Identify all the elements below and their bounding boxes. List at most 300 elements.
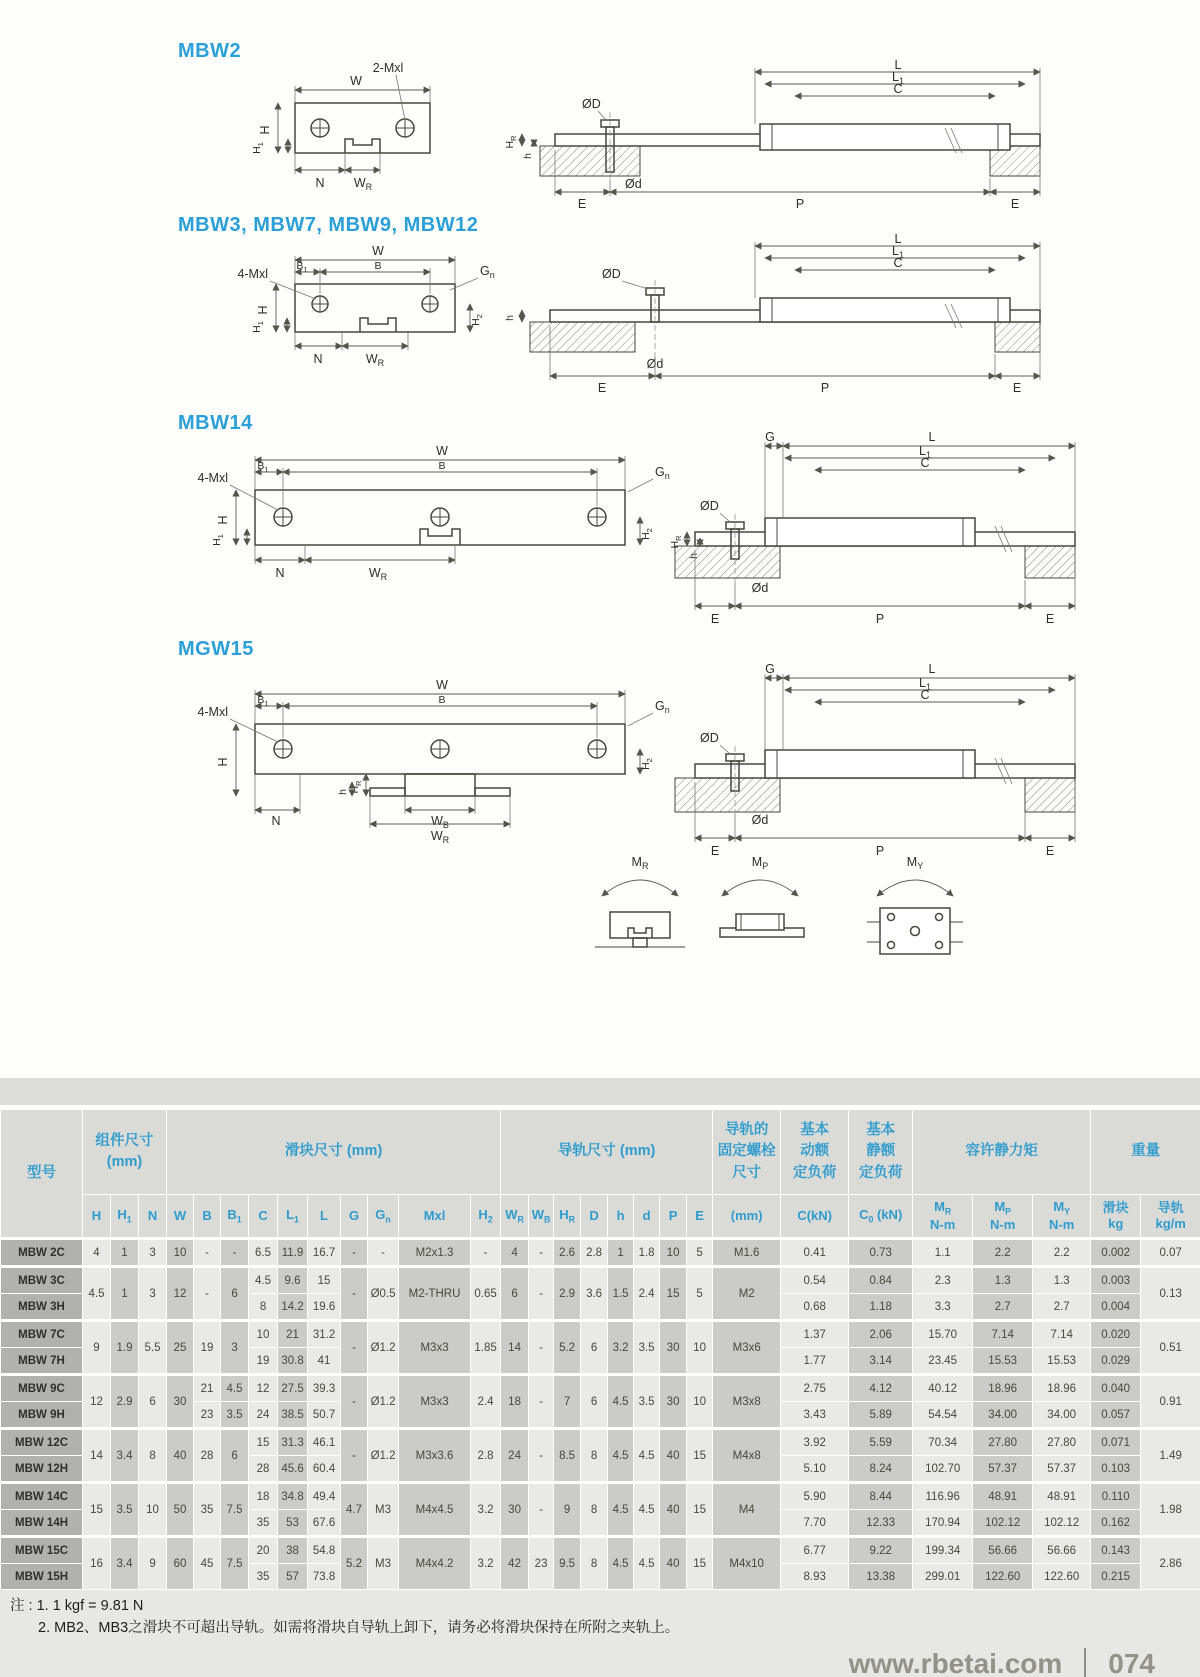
cell-Ck: 3.43	[781, 1402, 849, 1429]
cell-MR: 3.3	[913, 1294, 973, 1321]
dim-label-c: C	[920, 688, 930, 702]
cell-E: 10	[687, 1375, 713, 1429]
cell-L1: 38	[278, 1537, 308, 1564]
dim-label-n: N	[315, 176, 325, 190]
dim-label-c: C	[893, 82, 903, 96]
cell-mkg: 0.020	[1091, 1321, 1141, 1348]
cell-L1: 45.6	[278, 1456, 308, 1483]
cell-mkg: 0.004	[1091, 1294, 1141, 1321]
cell-WR: 30	[501, 1483, 529, 1537]
cell-MP: 122.60	[973, 1564, 1033, 1590]
cell-MP: 18.96	[973, 1375, 1033, 1402]
cell-mkg: 0.110	[1091, 1483, 1141, 1510]
cell-C: 35	[249, 1564, 278, 1590]
table-row	[1, 1429, 1200, 1456]
spec-table-body	[1, 1239, 1200, 1590]
note-prefix: 注 :	[10, 1598, 33, 1614]
cell-WR: 14	[501, 1321, 529, 1375]
dim-label-mxl: 4-Mxl	[197, 471, 228, 485]
cell-C0k: 8.24	[849, 1456, 913, 1483]
cell-H: 4	[83, 1239, 111, 1267]
col-header: $W_B$	[529, 1195, 554, 1239]
mbw14-side-view	[669, 430, 1075, 626]
dim-label-od-cap: ØD	[700, 499, 719, 513]
cell-H: 9	[83, 1321, 111, 1375]
cell-H: 15	[83, 1483, 111, 1537]
col-header: 导轨 kg/m	[1141, 1195, 1200, 1239]
cell-H: 4.5	[83, 1267, 111, 1321]
cell-L1: 11.9	[278, 1239, 308, 1267]
cell-B1: 3.5	[221, 1402, 249, 1429]
footer-page-number: 074	[1108, 1648, 1155, 1677]
col-header: Mxl	[399, 1195, 471, 1239]
cell-P: 30	[660, 1321, 687, 1375]
cell-E: 5	[687, 1239, 713, 1267]
cell-P: 40	[660, 1429, 687, 1483]
moment-mp-label: $M_P$	[751, 855, 769, 871]
col-header: $H_R$	[554, 1195, 581, 1239]
cell-B: 23	[194, 1402, 221, 1429]
cell-E: 15	[687, 1483, 713, 1537]
dim-label-h: H	[258, 125, 272, 135]
cell-D: 8	[581, 1429, 608, 1483]
cell-D: 8	[581, 1537, 608, 1590]
col-header: $C_0$ (kN)	[849, 1195, 913, 1239]
note-line-2: 2. MB2、MB3之滑块不可超出导轨。如需将滑块自导轨上卸下，请务必将滑块保持在所附之夹轨上。	[38, 1620, 680, 1637]
col-header: N	[139, 1195, 167, 1239]
cell-MR: 70.34	[913, 1429, 973, 1456]
mbw3-front-view	[237, 244, 494, 368]
cell-C0k: 9.22	[849, 1537, 913, 1564]
model-cell: MBW 12H	[1, 1456, 83, 1483]
moment-mp-diagram	[720, 855, 804, 937]
cell-Mxl: M2x1.3	[399, 1239, 471, 1267]
cell-mkg: 0.071	[1091, 1429, 1141, 1456]
dim-label-h2: $H_2$	[640, 528, 654, 540]
cell-mkg: 0.040	[1091, 1375, 1141, 1402]
cell-C0k: 2.06	[849, 1321, 913, 1348]
cell-H2: 0.65	[471, 1267, 501, 1321]
cell-W: 50	[167, 1483, 194, 1537]
dim-label-h: H	[256, 305, 270, 315]
cell-MY: 2.2	[1033, 1239, 1091, 1267]
cell-h: 4.5	[608, 1429, 634, 1483]
cell-MP: 57.37	[973, 1456, 1033, 1483]
dim-label-h: H	[216, 757, 230, 767]
dim-label-l: L	[894, 232, 902, 246]
dim-label-h-rail: h	[522, 153, 534, 159]
cell-L: 54.8	[308, 1537, 341, 1564]
dim-label-e-left: E	[577, 197, 587, 211]
cell-MR: 116.96	[913, 1483, 973, 1510]
dim-label-e-right: E	[1045, 844, 1055, 856]
cell-E: 15	[687, 1537, 713, 1590]
dim-label-gn: $G_n$	[655, 699, 670, 715]
cell-C: 24	[249, 1402, 278, 1429]
cell-P: 10	[660, 1239, 687, 1267]
cell-Ck: 1.37	[781, 1321, 849, 1348]
mbw3-side-view	[504, 232, 1040, 395]
model-cell: MBW 7C	[1, 1321, 83, 1348]
dim-label-b: B	[374, 260, 382, 272]
sub-header-row	[1, 1195, 1200, 1239]
dim-label-e-right: E	[1045, 612, 1055, 626]
cell-MY: 18.96	[1033, 1375, 1091, 1402]
cell-mkg: 0.162	[1091, 1510, 1141, 1537]
cell-d: 3.5	[634, 1375, 660, 1429]
cell-H1: 3.4	[111, 1537, 139, 1590]
cell-Gn: -	[368, 1239, 399, 1267]
cell-Ck: 1.77	[781, 1348, 849, 1375]
dim-label-c: C	[920, 456, 930, 470]
cell-WR: 42	[501, 1537, 529, 1590]
cell-WB: -	[529, 1321, 554, 1375]
dim-label-mxl: 4-Mxl	[197, 705, 228, 719]
mbw14-front-view	[197, 444, 669, 582]
col-group-rail: 导轨尺寸 (mm)	[501, 1110, 713, 1195]
cell-P: 15	[660, 1267, 687, 1321]
cell-WB: -	[529, 1483, 554, 1537]
cell-L: 31.2	[308, 1321, 341, 1348]
cell-MY: 57.37	[1033, 1456, 1091, 1483]
cell-MY: 2.7	[1033, 1294, 1091, 1321]
cell-rkg: 0.13	[1141, 1267, 1200, 1321]
drawing-title-mbw3-group: MBW3, MBW7, MBW9, MBW12	[178, 214, 479, 236]
cell-bolt: M1.6	[713, 1239, 781, 1267]
cell-d: 4.5	[634, 1429, 660, 1483]
cell-WB: -	[529, 1267, 554, 1321]
cell-L1: 30.8	[278, 1348, 308, 1375]
cell-L1: 31.3	[278, 1429, 308, 1456]
cell-W: 12	[167, 1267, 194, 1321]
dim-label-wr: $W_R$	[365, 352, 385, 368]
col-header: W	[167, 1195, 194, 1239]
cell-MR: 54.54	[913, 1402, 973, 1429]
dim-label-l: L	[894, 58, 902, 72]
col-header: $H_2$	[471, 1195, 501, 1239]
cell-MR: 1.1	[913, 1239, 973, 1267]
cell-d: 4.5	[634, 1537, 660, 1590]
cell-B: 45	[194, 1537, 221, 1590]
cell-G: 4.7	[341, 1483, 368, 1537]
cell-H1: 1	[111, 1239, 139, 1267]
dim-label-e-left: E	[710, 612, 720, 626]
cell-H2: 1.85	[471, 1321, 501, 1375]
cell-h: 4.5	[608, 1537, 634, 1590]
cell-C: 15	[249, 1429, 278, 1456]
cell-C: 4.5	[249, 1267, 278, 1294]
table-row	[1, 1537, 1200, 1564]
dim-label-p: P	[795, 197, 805, 211]
cell-MP: 7.14	[973, 1321, 1033, 1348]
cell-MY: 34.00	[1033, 1402, 1091, 1429]
cell-Ck: 0.68	[781, 1294, 849, 1321]
dim-label-od-small: Ød	[625, 177, 642, 191]
model-cell: MBW 7H	[1, 1348, 83, 1375]
cell-N: 8	[139, 1429, 167, 1483]
cell-H2: 2.8	[471, 1429, 501, 1483]
cell-HR: 8.5	[554, 1429, 581, 1483]
dim-label-l1: $L_1$	[892, 70, 904, 86]
cell-MR: 2.3	[913, 1267, 973, 1294]
cell-rkg: 0.51	[1141, 1321, 1200, 1375]
cell-C0k: 12.33	[849, 1510, 913, 1537]
dim-label-wb: $W_B$	[431, 814, 449, 830]
cell-C0k: 1.18	[849, 1294, 913, 1321]
dim-label-mxl: 2-Mxl	[372, 61, 404, 75]
cell-MY: 1.3	[1033, 1267, 1091, 1294]
cell-bolt: M3x6	[713, 1321, 781, 1375]
cell-B1: 4.5	[221, 1375, 249, 1402]
page-footer	[849, 1648, 1155, 1677]
cell-G: -	[341, 1429, 368, 1483]
cell-C0k: 5.89	[849, 1402, 913, 1429]
cell-L1: 21	[278, 1321, 308, 1348]
col-header: (mm)	[713, 1195, 781, 1239]
col-header: E	[687, 1195, 713, 1239]
cell-L: 73.8	[308, 1564, 341, 1590]
moment-mr-label: $M_R$	[631, 855, 649, 871]
dim-label-p: P	[820, 381, 830, 395]
table-row	[1, 1375, 1200, 1402]
col-group-bolt: 导轨的 固定螺栓 尺寸	[713, 1110, 781, 1195]
cell-H2: 2.4	[471, 1375, 501, 1429]
cell-L1: 53	[278, 1510, 308, 1537]
model-cell: MBW 15C	[1, 1537, 83, 1564]
cell-B: -	[194, 1267, 221, 1321]
model-cell: MBW 3C	[1, 1267, 83, 1294]
dim-label-b1: $B_1$	[296, 260, 308, 274]
dim-label-od-small: Ød	[646, 357, 664, 371]
cell-MR: 23.45	[913, 1348, 973, 1375]
dim-label-gn: $G_n$	[655, 465, 670, 481]
col-header: $G_n$	[368, 1195, 399, 1239]
dim-label-h-rail: h	[504, 315, 516, 321]
col-group-block: 滑块尺寸 (mm)	[167, 1110, 501, 1195]
dim-label-h1: $H_1$	[251, 142, 265, 154]
dim-label-w: W	[436, 444, 448, 458]
col-header: 滑块 kg	[1091, 1195, 1141, 1239]
cell-B1: 6	[221, 1429, 249, 1483]
cell-Gn: Ø1.2	[368, 1429, 399, 1483]
dim-label-w: W	[350, 74, 362, 88]
dim-label-b: B	[438, 460, 446, 472]
col-header: H	[83, 1195, 111, 1239]
cell-C: 28	[249, 1456, 278, 1483]
mbw2-side-view	[504, 58, 1040, 211]
cell-N: 5.5	[139, 1321, 167, 1375]
cell-MY: 15.53	[1033, 1348, 1091, 1375]
cell-WR: 18	[501, 1375, 529, 1429]
col-group-assembly: 组件尺寸 (mm)	[83, 1110, 167, 1195]
cell-C0k: 3.14	[849, 1348, 913, 1375]
cell-G: -	[341, 1239, 368, 1267]
dim-label-g: G	[765, 430, 775, 444]
cell-bolt: M3x8	[713, 1375, 781, 1429]
cell-B: 28	[194, 1429, 221, 1483]
cell-Mxl: M3x3	[399, 1375, 471, 1429]
mbw14-drawing	[120, 430, 1130, 630]
cell-L: 39.3	[308, 1375, 341, 1402]
cell-B1: 7.5	[221, 1483, 249, 1537]
dim-label-g: G	[765, 662, 775, 676]
cell-L: 15	[308, 1267, 341, 1294]
table-section	[0, 1078, 1200, 1677]
cell-d: 1.8	[634, 1239, 660, 1267]
cell-D: 6	[581, 1321, 608, 1375]
dim-label-w: W	[372, 244, 384, 258]
cell-C0k: 5.59	[849, 1429, 913, 1456]
drawing-title-mbw2: MBW2	[178, 40, 242, 62]
dim-label-n: N	[275, 566, 285, 580]
table-row	[1, 1321, 1200, 1348]
dim-label-l1: $L_1$	[919, 444, 931, 460]
note-1-text: 1. 1 kgf = 9.81 N	[36, 1598, 144, 1614]
dim-label-hr: $H_R$	[504, 135, 518, 149]
dim-label-h-rail: h	[688, 553, 700, 559]
cell-C: 6.5	[249, 1239, 278, 1267]
cell-C: 35	[249, 1510, 278, 1537]
cell-MR: 15.70	[913, 1321, 973, 1348]
col-header: C(kN)	[781, 1195, 849, 1239]
cell-MP: 56.66	[973, 1537, 1033, 1564]
notes	[0, 1595, 1200, 1640]
cell-N: 9	[139, 1537, 167, 1590]
cell-L1: 34.8	[278, 1483, 308, 1510]
dim-label-e-left: E	[597, 381, 607, 395]
cell-MY: 7.14	[1033, 1321, 1091, 1348]
col-header-model: 型号	[1, 1110, 83, 1239]
cell-Mxl: M2-THRU	[399, 1267, 471, 1321]
cell-Gn: Ø1.2	[368, 1375, 399, 1429]
dim-label-wr: $W_R$	[368, 566, 388, 582]
cell-MP: 102.12	[973, 1510, 1033, 1537]
cell-MY: 102.12	[1033, 1510, 1091, 1537]
cell-W: 60	[167, 1537, 194, 1590]
dim-label-e-left: E	[710, 844, 720, 856]
cell-MY: 27.80	[1033, 1429, 1091, 1456]
cell-L: 49.4	[308, 1483, 341, 1510]
dim-label-h: H	[216, 515, 230, 525]
model-cell: MBW 3H	[1, 1294, 83, 1321]
cell-Mxl: M3x3	[399, 1321, 471, 1375]
cell-H1: 3.5	[111, 1483, 139, 1537]
cell-HR: 2.9	[554, 1267, 581, 1321]
cell-H2: -	[471, 1239, 501, 1267]
model-cell: MBW 14H	[1, 1510, 83, 1537]
dim-label-p: P	[875, 844, 885, 856]
col-header: d	[634, 1195, 660, 1239]
drawing-title-mgw15: MGW15	[178, 638, 254, 660]
dim-label-h-rail: h	[337, 789, 349, 795]
cell-MY: 48.91	[1033, 1483, 1091, 1510]
col-group-moment: 容许静力矩	[913, 1110, 1091, 1195]
cell-Ck: 2.75	[781, 1375, 849, 1402]
cell-mkg: 0.003	[1091, 1267, 1141, 1294]
col-header: $M_P$ N-m	[973, 1195, 1033, 1239]
moment-my-arrow	[877, 880, 953, 896]
col-header: $M_R$ N-m	[913, 1195, 973, 1239]
cell-C0k: 13.38	[849, 1564, 913, 1590]
dim-label-e-right: E	[1010, 197, 1020, 211]
cell-WB: -	[529, 1375, 554, 1429]
cell-W: 30	[167, 1375, 194, 1429]
cell-L: 50.7	[308, 1402, 341, 1429]
cell-H: 12	[83, 1375, 111, 1429]
cell-Ck: 6.77	[781, 1537, 849, 1564]
col-header: G	[341, 1195, 368, 1239]
dim-label-n: N	[313, 352, 323, 366]
cell-mkg: 0.029	[1091, 1348, 1141, 1375]
model-cell: MBW 9C	[1, 1375, 83, 1402]
cell-Gn: Ø1.2	[368, 1321, 399, 1375]
dim-label-wr: $W_R$	[353, 176, 373, 192]
col-header: $H_1$	[111, 1195, 139, 1239]
dim-label-b1: $B_1$	[257, 460, 269, 474]
moment-mp-arrow	[722, 880, 798, 896]
cell-H2: 3.2	[471, 1537, 501, 1590]
dim-label-mxl: 4-Mxl	[237, 267, 268, 281]
dim-label-b1: $B_1$	[257, 694, 269, 708]
dim-label-wr: $W_R$	[430, 829, 450, 845]
dim-label-h1: $H_1$	[211, 534, 225, 546]
cell-L: 16.7	[308, 1239, 341, 1267]
cell-WR: 24	[501, 1429, 529, 1483]
cell-MP: 27.80	[973, 1429, 1033, 1456]
cell-MR: 299.01	[913, 1564, 973, 1590]
cell-bolt: M2	[713, 1267, 781, 1321]
mgw15-side-view	[675, 662, 1075, 856]
dim-label-b: B	[438, 694, 446, 706]
cell-E: 5	[687, 1267, 713, 1321]
cell-C: 20	[249, 1537, 278, 1564]
mbw3-drawing	[150, 232, 1130, 404]
cell-C0k: 8.44	[849, 1483, 913, 1510]
cell-WR: 4	[501, 1239, 529, 1267]
cell-bolt: M4x10	[713, 1537, 781, 1590]
table-row	[1, 1267, 1200, 1294]
cell-Ck: 0.41	[781, 1239, 849, 1267]
drawing-title-mbw14: MBW14	[178, 412, 253, 434]
dim-label-h1: $H_1$	[251, 321, 265, 333]
cell-rkg: 0.91	[1141, 1375, 1200, 1429]
cell-C: 8	[249, 1294, 278, 1321]
cell-mkg: 0.103	[1091, 1456, 1141, 1483]
cell-MR: 40.12	[913, 1375, 973, 1402]
cell-MR: 102.70	[913, 1456, 973, 1483]
cell-H1: 2.9	[111, 1375, 139, 1429]
dim-label-hr: $H_R$	[669, 535, 683, 549]
cell-Ck: 8.93	[781, 1564, 849, 1590]
cell-G: -	[341, 1375, 368, 1429]
cell-mkg: 0.215	[1091, 1564, 1141, 1590]
cell-G: -	[341, 1267, 368, 1321]
col-header: h	[608, 1195, 634, 1239]
table-row	[1, 1483, 1200, 1510]
cell-B1: 3	[221, 1321, 249, 1375]
cell-P: 40	[660, 1483, 687, 1537]
cell-L1: 14.2	[278, 1294, 308, 1321]
cell-L: 41	[308, 1348, 341, 1375]
cell-HR: 2.6	[554, 1239, 581, 1267]
cell-C0k: 0.73	[849, 1239, 913, 1267]
cell-C: 10	[249, 1321, 278, 1348]
cell-h: 1.5	[608, 1267, 634, 1321]
col-group-dynamic: 基本 动额 定负荷	[781, 1110, 849, 1195]
dim-label-od-small: Ød	[751, 813, 769, 827]
cell-B: 21	[194, 1375, 221, 1402]
cell-N: 3	[139, 1267, 167, 1321]
